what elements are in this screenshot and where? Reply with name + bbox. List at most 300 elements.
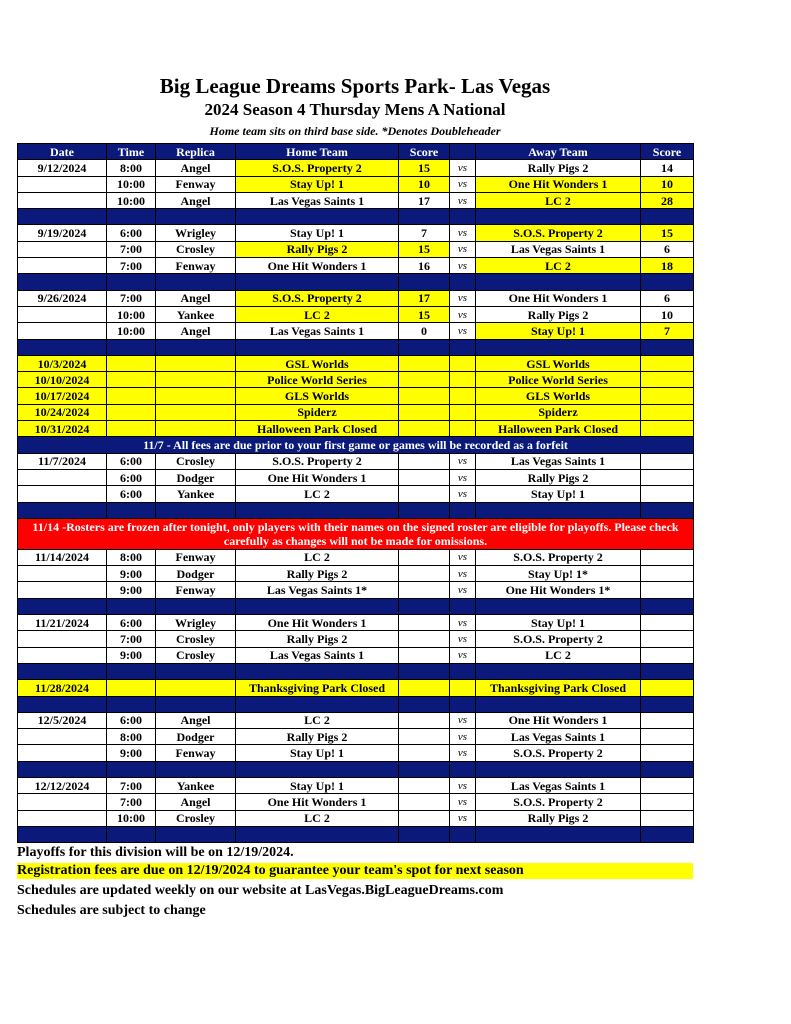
roster-notice: 11/14 -Rosters are frozen after tonight, only players with their names on the signed roster are eligible for playoffs. Please check carefully as changes will not be made for omissions. (18, 518, 694, 549)
event-away: GSL Worlds (476, 355, 641, 371)
game-time: 8:00 (107, 729, 156, 745)
header-note: Home team sits on third base side. *Denotes Doubleheader (209, 124, 501, 138)
game-row (18, 486, 694, 502)
home-score (399, 745, 450, 761)
game-row (18, 582, 694, 598)
away-team: Las Vegas Saints 1 (476, 777, 641, 793)
home-score: 15 (399, 241, 450, 257)
vs-label: vs (450, 225, 476, 241)
home-team: LC 2 (236, 712, 399, 728)
col-header-date: Date (18, 144, 107, 160)
away-team: LC 2 (476, 192, 641, 208)
separator-cell (236, 598, 399, 614)
home-team: Stay Up! 1 (236, 745, 399, 761)
game-time: 10:00 (107, 306, 156, 322)
separator-cell (399, 339, 450, 355)
vs-label: vs (450, 631, 476, 647)
separator-cell (476, 209, 641, 225)
away-team: LC 2 (476, 258, 641, 274)
game-row (18, 258, 694, 274)
away-score (641, 582, 694, 598)
home-team: Rally Pigs 2 (236, 631, 399, 647)
separator-cell (450, 598, 476, 614)
home-team: LC 2 (236, 486, 399, 502)
away-score: 14 (641, 160, 694, 176)
home-team: LC 2 (236, 549, 399, 565)
game-replica: Crosley (156, 631, 236, 647)
event-time (107, 388, 156, 404)
event-date: 10/24/2024 (18, 404, 107, 420)
separator-cell (476, 663, 641, 679)
game-replica: Yankee (156, 486, 236, 502)
event-replica (156, 372, 236, 388)
game-date (18, 258, 107, 274)
game-replica: Yankee (156, 777, 236, 793)
event-vs (450, 372, 476, 388)
away-team: LC 2 (476, 647, 641, 663)
away-score: 15 (641, 225, 694, 241)
event-home: Halloween Park Closed (236, 421, 399, 437)
vs-label: vs (450, 290, 476, 306)
home-score: 10 (399, 176, 450, 192)
separator-cell (236, 826, 399, 842)
game-replica: Crosley (156, 453, 236, 469)
away-team: Rally Pigs 2 (476, 306, 641, 322)
separator-cell (107, 274, 156, 290)
separator-cell (156, 598, 236, 614)
game-replica: Fenway (156, 258, 236, 274)
away-score: 10 (641, 176, 694, 192)
week-separator-row (18, 696, 694, 712)
col-header-away-score: Score (641, 144, 694, 160)
event-away: GLS Worlds (476, 388, 641, 404)
event-away: Thanksgiving Park Closed (476, 680, 641, 696)
event-home-score (399, 421, 450, 437)
game-date (18, 810, 107, 826)
game-date (18, 582, 107, 598)
away-team: Rally Pigs 2 (476, 810, 641, 826)
away-team: Rally Pigs 2 (476, 469, 641, 485)
separator-cell (156, 663, 236, 679)
week-separator-row (18, 502, 694, 518)
separator-cell (641, 209, 694, 225)
game-date (18, 745, 107, 761)
away-team: Las Vegas Saints 1 (476, 453, 641, 469)
home-score (399, 582, 450, 598)
vs-label: vs (450, 810, 476, 826)
separator-cell (450, 502, 476, 518)
separator-cell (18, 826, 107, 842)
away-team: S.O.S. Property 2 (476, 794, 641, 810)
home-team: Rally Pigs 2 (236, 566, 399, 582)
away-score (641, 566, 694, 582)
event-away-score (641, 404, 694, 420)
event-date: 10/3/2024 (18, 355, 107, 371)
week-separator-row (18, 274, 694, 290)
game-date (18, 729, 107, 745)
game-time: 6:00 (107, 712, 156, 728)
game-date: 11/21/2024 (18, 615, 107, 631)
fee-notice-row (18, 437, 694, 453)
separator-cell (476, 598, 641, 614)
vs-label: vs (450, 745, 476, 761)
separator-cell (18, 761, 107, 777)
event-date: 11/28/2024 (18, 680, 107, 696)
game-row (18, 160, 694, 176)
game-time: 10:00 (107, 176, 156, 192)
home-score: 0 (399, 323, 450, 339)
home-team: Las Vegas Saints 1 (236, 192, 399, 208)
game-replica: Angel (156, 160, 236, 176)
away-team: Stay Up! 1 (476, 615, 641, 631)
game-row (18, 777, 694, 793)
event-vs (450, 355, 476, 371)
fee-notice: 11/7 - All fees are due prior to your first game or games will be recorded as a forfeit (18, 437, 694, 453)
game-time: 6:00 (107, 225, 156, 241)
game-replica: Angel (156, 794, 236, 810)
vs-label: vs (450, 192, 476, 208)
separator-cell (156, 826, 236, 842)
game-replica: Dodger (156, 729, 236, 745)
home-team: LC 2 (236, 810, 399, 826)
game-replica: Angel (156, 192, 236, 208)
event-replica (156, 388, 236, 404)
game-date (18, 192, 107, 208)
home-score (399, 647, 450, 663)
separator-cell (156, 339, 236, 355)
event-time (107, 680, 156, 696)
game-replica: Wrigley (156, 225, 236, 241)
home-score (399, 615, 450, 631)
page-title: Big League Dreams Sports Park- Las Vegas (159, 74, 551, 98)
event-row (18, 404, 694, 420)
week-separator-row (18, 663, 694, 679)
game-time: 8:00 (107, 549, 156, 565)
away-team: Rally Pigs 2 (476, 160, 641, 176)
game-row (18, 306, 694, 322)
game-date (18, 631, 107, 647)
event-date: 10/31/2024 (18, 421, 107, 437)
home-team: One Hit Wonders 1 (236, 258, 399, 274)
game-time: 7:00 (107, 794, 156, 810)
separator-cell (156, 274, 236, 290)
event-away: Spiderz (476, 404, 641, 420)
separator-cell (641, 598, 694, 614)
event-date: 10/10/2024 (18, 372, 107, 388)
event-away-score (641, 421, 694, 437)
event-vs (450, 404, 476, 420)
home-team: Las Vegas Saints 1 (236, 323, 399, 339)
game-replica: Crosley (156, 810, 236, 826)
game-replica: Wrigley (156, 615, 236, 631)
game-row (18, 290, 694, 306)
away-team: S.O.S. Property 2 (476, 745, 641, 761)
vs-label: vs (450, 615, 476, 631)
event-home: Spiderz (236, 404, 399, 420)
separator-cell (18, 339, 107, 355)
separator-cell (18, 663, 107, 679)
game-replica: Angel (156, 290, 236, 306)
game-date (18, 306, 107, 322)
change-note: Schedules are subject to change (17, 903, 206, 918)
game-time: 9:00 (107, 566, 156, 582)
home-score: 16 (399, 258, 450, 274)
separator-cell (450, 339, 476, 355)
game-time: 6:00 (107, 615, 156, 631)
game-row (18, 729, 694, 745)
vs-label: vs (450, 729, 476, 745)
away-score (641, 615, 694, 631)
game-replica: Angel (156, 323, 236, 339)
separator-cell (399, 761, 450, 777)
event-away-score (641, 680, 694, 696)
event-row (18, 388, 694, 404)
separator-cell (18, 598, 107, 614)
away-score: 7 (641, 323, 694, 339)
game-row (18, 176, 694, 192)
table-header-row (18, 144, 694, 160)
vs-label: vs (450, 566, 476, 582)
game-date: 12/5/2024 (18, 712, 107, 728)
away-score: 28 (641, 192, 694, 208)
playoffs-note: Playoffs for this division will be on 12/19/2024. (17, 845, 294, 860)
separator-cell (236, 663, 399, 679)
game-date: 12/12/2024 (18, 777, 107, 793)
home-score (399, 549, 450, 565)
game-replica: Crosley (156, 241, 236, 257)
game-time: 7:00 (107, 258, 156, 274)
week-separator-row (18, 761, 694, 777)
event-away: Halloween Park Closed (476, 421, 641, 437)
home-team: Las Vegas Saints 1* (236, 582, 399, 598)
away-score: 6 (641, 290, 694, 306)
vs-label: vs (450, 712, 476, 728)
event-away-score (641, 355, 694, 371)
home-team: Stay Up! 1 (236, 777, 399, 793)
separator-cell (399, 663, 450, 679)
game-date: 11/14/2024 (18, 549, 107, 565)
game-time: 7:00 (107, 777, 156, 793)
home-team: One Hit Wonders 1 (236, 794, 399, 810)
game-date (18, 241, 107, 257)
home-score (399, 712, 450, 728)
separator-cell (236, 339, 399, 355)
game-replica: Yankee (156, 306, 236, 322)
away-team: S.O.S. Property 2 (476, 631, 641, 647)
event-date: 10/17/2024 (18, 388, 107, 404)
away-score: 18 (641, 258, 694, 274)
away-team: Las Vegas Saints 1 (476, 241, 641, 257)
away-team: S.O.S. Property 2 (476, 225, 641, 241)
separator-cell (107, 663, 156, 679)
game-date (18, 647, 107, 663)
home-score (399, 453, 450, 469)
vs-label: vs (450, 549, 476, 565)
vs-label: vs (450, 176, 476, 192)
game-replica: Fenway (156, 176, 236, 192)
away-score (641, 745, 694, 761)
separator-cell (18, 209, 107, 225)
separator-cell (236, 274, 399, 290)
home-team: Las Vegas Saints 1 (236, 647, 399, 663)
separator-cell (156, 502, 236, 518)
home-score (399, 566, 450, 582)
separator-cell (641, 663, 694, 679)
page-subtitle: 2024 Season 4 Thursday Mens A National (204, 100, 506, 119)
separator-cell (236, 761, 399, 777)
game-date (18, 323, 107, 339)
game-row (18, 453, 694, 469)
separator-cell (107, 502, 156, 518)
week-separator-row (18, 339, 694, 355)
game-time: 10:00 (107, 810, 156, 826)
event-home-score (399, 404, 450, 420)
game-time: 9:00 (107, 647, 156, 663)
vs-label: vs (450, 241, 476, 257)
schedule-body (18, 160, 694, 843)
separator-cell (399, 274, 450, 290)
separator-cell (641, 696, 694, 712)
event-home: Police World Series (236, 372, 399, 388)
separator-cell (641, 339, 694, 355)
separator-cell (450, 663, 476, 679)
separator-cell (641, 502, 694, 518)
home-team: Stay Up! 1 (236, 176, 399, 192)
separator-cell (476, 761, 641, 777)
separator-cell (107, 826, 156, 842)
away-score (641, 794, 694, 810)
separator-cell (450, 209, 476, 225)
home-team: Rally Pigs 2 (236, 729, 399, 745)
col-header-home-team: Home Team (236, 144, 399, 160)
away-score (641, 486, 694, 502)
event-away-score (641, 388, 694, 404)
away-score (641, 647, 694, 663)
event-row (18, 680, 694, 696)
separator-cell (107, 696, 156, 712)
home-score (399, 631, 450, 647)
away-team: Las Vegas Saints 1 (476, 729, 641, 745)
game-time: 7:00 (107, 631, 156, 647)
separator-cell (236, 502, 399, 518)
game-row (18, 549, 694, 565)
home-team: LC 2 (236, 306, 399, 322)
separator-cell (107, 209, 156, 225)
game-row (18, 241, 694, 257)
home-score (399, 486, 450, 502)
event-row (18, 355, 694, 371)
vs-label: vs (450, 486, 476, 502)
col-header-vs (450, 144, 476, 160)
home-team: One Hit Wonders 1 (236, 615, 399, 631)
away-team: Stay Up! 1 (476, 486, 641, 502)
separator-cell (641, 274, 694, 290)
game-time: 9:00 (107, 745, 156, 761)
game-time: 7:00 (107, 241, 156, 257)
game-time: 6:00 (107, 486, 156, 502)
home-score: 17 (399, 290, 450, 306)
away-team: One Hit Wonders 1 (476, 290, 641, 306)
game-replica: Angel (156, 712, 236, 728)
game-replica: Fenway (156, 582, 236, 598)
game-row (18, 323, 694, 339)
away-score (641, 469, 694, 485)
game-time: 6:00 (107, 453, 156, 469)
separator-cell (476, 826, 641, 842)
separator-cell (18, 274, 107, 290)
separator-cell (476, 274, 641, 290)
game-date (18, 486, 107, 502)
separator-cell (641, 826, 694, 842)
col-header-time: Time (107, 144, 156, 160)
event-vs (450, 421, 476, 437)
game-date (18, 794, 107, 810)
event-home: Thanksgiving Park Closed (236, 680, 399, 696)
vs-label: vs (450, 323, 476, 339)
home-score: 7 (399, 225, 450, 241)
away-score (641, 777, 694, 793)
away-score (641, 810, 694, 826)
schedule-table (17, 143, 694, 843)
game-replica: Crosley (156, 647, 236, 663)
vs-label: vs (450, 582, 476, 598)
event-away: Police World Series (476, 372, 641, 388)
vs-label: vs (450, 647, 476, 663)
event-row (18, 421, 694, 437)
game-time: 9:00 (107, 582, 156, 598)
separator-cell (476, 502, 641, 518)
event-replica (156, 680, 236, 696)
vs-label: vs (450, 258, 476, 274)
vs-label: vs (450, 306, 476, 322)
game-row (18, 794, 694, 810)
away-score (641, 729, 694, 745)
event-home-score (399, 355, 450, 371)
registration-note: Registration fees are due on 12/19/2024 to guarantee your team's spot for next season (17, 863, 693, 879)
game-time: 7:00 (107, 290, 156, 306)
game-replica: Fenway (156, 549, 236, 565)
event-time (107, 421, 156, 437)
event-vs (450, 388, 476, 404)
event-replica (156, 355, 236, 371)
home-score (399, 777, 450, 793)
game-date: 9/26/2024 (18, 290, 107, 306)
separator-cell (107, 598, 156, 614)
event-home-score (399, 680, 450, 696)
away-score (641, 549, 694, 565)
event-time (107, 355, 156, 371)
col-header-home-score: Score (399, 144, 450, 160)
game-row (18, 225, 694, 241)
home-team: Stay Up! 1 (236, 225, 399, 241)
home-score (399, 469, 450, 485)
game-replica: Fenway (156, 745, 236, 761)
separator-cell (399, 598, 450, 614)
away-score: 6 (641, 241, 694, 257)
vs-label: vs (450, 469, 476, 485)
game-row (18, 631, 694, 647)
away-team: Stay Up! 1 (476, 323, 641, 339)
col-header-replica: Replica (156, 144, 236, 160)
website-note: Schedules are updated weekly on our website at LasVegas.BigLeagueDreams.com (17, 883, 504, 898)
away-score: 10 (641, 306, 694, 322)
home-score (399, 729, 450, 745)
week-separator-row (18, 598, 694, 614)
game-replica: Dodger (156, 566, 236, 582)
separator-cell (450, 696, 476, 712)
separator-cell (18, 502, 107, 518)
home-team: S.O.S. Property 2 (236, 290, 399, 306)
